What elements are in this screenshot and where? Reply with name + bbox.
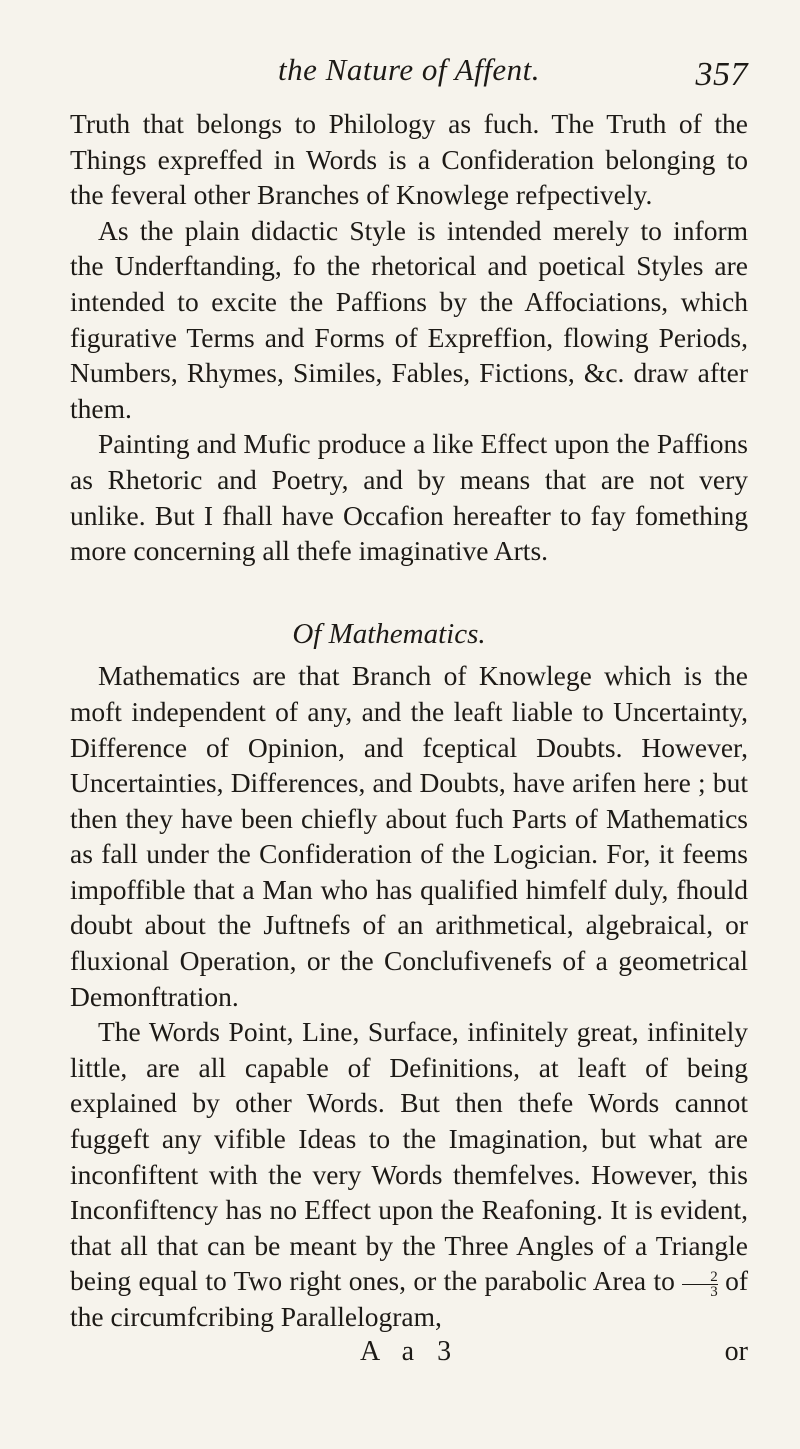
signature-mark: A a 3 [360,1335,460,1367]
fraction-numerator: 2 [682,1270,718,1285]
paragraph [70,1014,748,1334]
catchword: or [724,1335,748,1367]
footer-line [70,1335,748,1369]
fraction-denominator: 3 [710,1283,718,1300]
paragraph-text: The Words Point, Line, Surface, infinitely great, infinitely little, are all capable of Definitions, at leaft of being explained by other Words. But then thefe Words cannot fuggeft any vifible Ideas to the Imagination, but what are inconfiftent with the very Words themfelves. However, this Inconfiftency has no Effect upon the Reafoning. It is evident, that all that can be meant by the Three Angles of a Triangle being equal to Two right ones, or the parabolic Area to [70,1016,748,1297]
fraction [682,1270,718,1299]
running-header [70,52,748,106]
paragraph: Truth that belongs to Philology as fuch. The Truth of the Things expreffed in Words is a Confideration belonging to the feveral other Branches of Knowlege refpectively. [70,108,748,211]
paragraph: Painting and Mufic produce a like Effect upon the Paffions as Rhetoric and Poetry, and by means that are not very unlike. But I fhall have Occafion hereafter to fay fomething more concerning all thefe imaginative Arts. [70,428,748,567]
paragraph: As the plain didactic Style is intended merely to inform the Underftanding, fo the rhetorical and poetical Styles are intended to excite the Paffions by the Affociations, which figurative Terms and Forms of Expreffion, flowing Periods, Numbers, Rhymes, Similes, Fables, Fictions, &c. draw after them. [70,214,748,424]
body-text [70,106,748,1369]
section-heading: Of Mathematics. [292,617,486,650]
paragraph: Mathematics are that Branch of Knowlege which is the moft independent of any, and the leaft liable to Uncertainty, Difference of Opinion, and fceptical Doubts. However, Uncertainties, Differences, and Doubts, have arifen here ; but then they have been chiefly about fuch Parts of Mathematics as fall under the Confideration of the Logician. For, it feems impoffible that a Man who has qualified himfelf duly, fhould doubt about the Juftnefs of an arithmetical, algebraical, or fluxional Operation, or the Conclufivenefs of a geometrical Demonftration. [70,660,748,1012]
running-title: the Nature of Affent. [278,52,540,87]
paragraph-text: of the circumfcribing Parallelogram, [70,1265,749,1332]
page-number: 357 [695,56,748,93]
